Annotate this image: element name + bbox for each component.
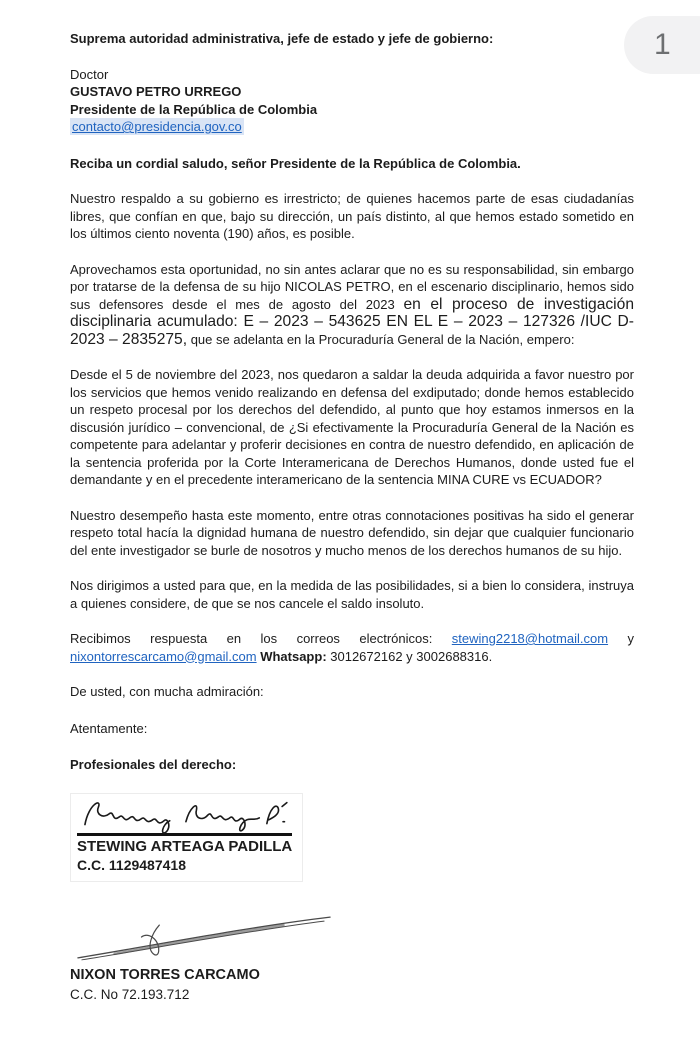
recipient-role: Presidente de la República de Colombia [70,101,318,117]
nixon-signature-icon [70,908,338,964]
recipient-title: Doctor [70,66,109,82]
page-number: 1 [654,28,671,61]
contact-email-1-link[interactable]: stewing2218@hotmail.com [451,631,609,646]
paragraph-case-start: Aprovechamos esta oportunidad, no sin antes aclarar que no es su responsabilidad, sin embargo por tratarse de la defensa de su hijo NICOLAS PETRO, en el escenario disciplinario, hemos sido sus defensores desde el mes de agosto del 2023 [70,261,634,312]
recipient-block [70,66,634,136]
signature-block-nixon [70,908,634,1004]
salutation-line: Suprema autoridad administrativa, jefe de estado y jefe de gobierno: [70,31,494,46]
contact-prefix: Recibimos respuesta en los correos electrónicos: [70,631,452,646]
paragraph-case-background [70,261,634,349]
paragraph-request: Nos dirigimos a usted para que, en la medida de las posibilidades, si a bien lo considera, instruya a quienes considere, de que se nos cancele el saldo insoluto. [70,578,634,611]
signature-block-stewing [70,793,303,882]
recipient-name: GUSTAVO PETRO URREGO [70,84,242,99]
signature-underline [77,833,292,836]
closing-block [70,683,634,774]
whatsapp-label: Whatsapp: [256,648,331,664]
signatory-1-name: STEWING ARTEAGA PADILLA [77,837,293,855]
signatory-1-id: C.C. 1129487418 [77,856,186,873]
paragraph-support: Nuestro respaldo a su gobierno es irrestricto; de quienes hacemos parte de esas ciudadanías libres, que confían en que, bajo su dirección, un país distinto, al que hemos estado sometido en los últimos ciento noventa (190) años, es posible. [70,191,634,241]
closing-regards: Atentamente: [70,720,148,736]
contact-email-2-link[interactable]: nixontorrescarcamo@gmail.com [70,648,257,664]
paragraph-case-file-numbers: en el proceso de investigación disciplinaria acumulado: E – 2023 – 543625 EN EL E – 2023 – 127326 /IUC D- 2023 – 2835275, [70,295,634,348]
whatsapp-numbers: 3012672162 y 3002688316. [330,648,493,664]
page-number-badge [624,16,700,74]
stewing-signature-icon [77,796,291,836]
closing-admiration: De usted, con mucha admiración: [70,684,264,699]
contact-conjunction: y [608,631,634,646]
greeting-line: Reciba un cordial saludo, señor Presidente de la República de Colombia. [70,155,521,171]
signatory-2-id: C.C. No 72.193.712 [70,986,190,1002]
paragraph-debt: Desde el 5 de noviembre del 2023, nos quedaron a saldar la deuda adquirida a favor nuestro por los servicios que hemos venido realizando en defensa del exdiputado; donde hemos establecido un respeto procesal por los derechos del defendido, al punto que hoy estamos inmersos en la discusión jurídico – convencional, de ¿Si efectivamente la Procuraduría General de la Nación es competente para adelantar y proferir decisiones en contra de nuestro defendido, en aplicación de la sentencia proferida por la Corte Interamericana de Derechos Humanos, donde usted fue el demandante y en el precedente interamericano de la sentencia MINA CURE vs ECUADOR? [70,367,634,487]
recipient-email-link[interactable]: contacto@presidencia.gov.co [72,119,242,134]
signatory-2-name: NIXON TORRES CARCAMO [70,966,260,983]
paragraph-contact [70,630,634,665]
paragraph-case-end: que se adelanta en la Procuraduría General de la Nación, empero: [187,331,575,347]
closing-professionals: Profesionales del derecho: [70,757,237,772]
paragraph-performance: Nuestro desempeño hasta este momento, entre otras connotaciones positivas ha sido el generar respeto total hacía la dignidad humana de nuestro defendido, sin dejar que cualquier funcionario del ente investigador se burle de nosotros y mucho menos de los derechos humanos de su hijo. [70,507,634,558]
